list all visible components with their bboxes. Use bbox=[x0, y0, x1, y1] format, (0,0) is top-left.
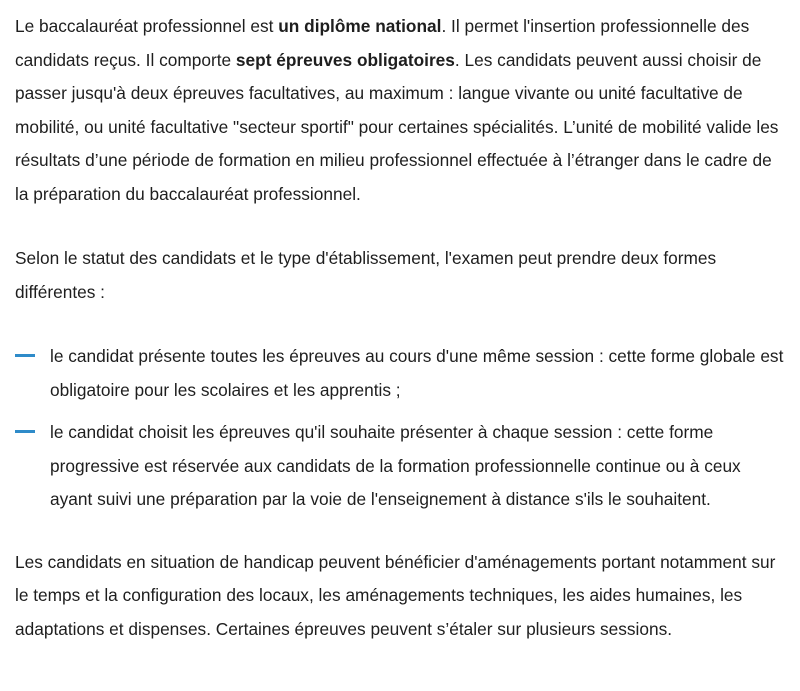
dash-bullet-icon bbox=[15, 430, 35, 433]
intro-text-2: . Il permet l'insertion professionnelle des candidats reçus. Il comporte bbox=[15, 16, 750, 70]
intro-bold-exams: sept épreuves obligatoires bbox=[235, 49, 455, 70]
forms-paragraph: Selon le statut des candidats et le type d'établissement, l'examen peut prendre deux formes différentes : bbox=[15, 248, 717, 302]
intro-bold-diploma: un diplôme national bbox=[278, 16, 442, 36]
intro-text-3: . Les candidats peuvent aussi choisir de passer jusqu'à deux épreuves facultatives, au maximum : langue vivante ou unité facultative de mobilité, ou unité facultative "secteur sportif" pour certaines spécialités. L’unité de mobilité valide les résultats d’une période de formation en milieu professionnel effectuée à l’étranger dans le cadre de la préparation du baccalauréat professionnel. bbox=[15, 49, 779, 204]
list-item bbox=[15, 416, 785, 517]
list-item-text: le candidat présente toutes les épreuves au cours d'une même session : cette forme globale est obligatoire pour les scolaires et les apprentis ; bbox=[50, 346, 784, 400]
exam-forms-list bbox=[15, 340, 785, 517]
handicap-paragraph: Les candidats en situation de handicap peuvent bénéficier d'aménagements portant notamment sur le temps et la configuration des locaux, les aménagements techniques, les aides humaines, les adaptations et dispenses. Certaines épreuves peuvent s’étaler sur plusieurs sessions. bbox=[15, 551, 776, 639]
intro-paragraph bbox=[15, 10, 785, 211]
list-item bbox=[15, 340, 785, 407]
intro-text-1: Le baccalauréat professionnel est bbox=[15, 16, 279, 36]
list-item-text: le candidat choisit les épreuves qu'il souhaite présenter à chaque session : cette forme progressive est réservée aux candidats de la formation professionnelle continue ou à ceux ayant suivi une préparation par la voie de l'enseignement à distance s'ils le souhaitent. bbox=[50, 422, 741, 509]
dash-bullet-icon bbox=[15, 354, 35, 357]
